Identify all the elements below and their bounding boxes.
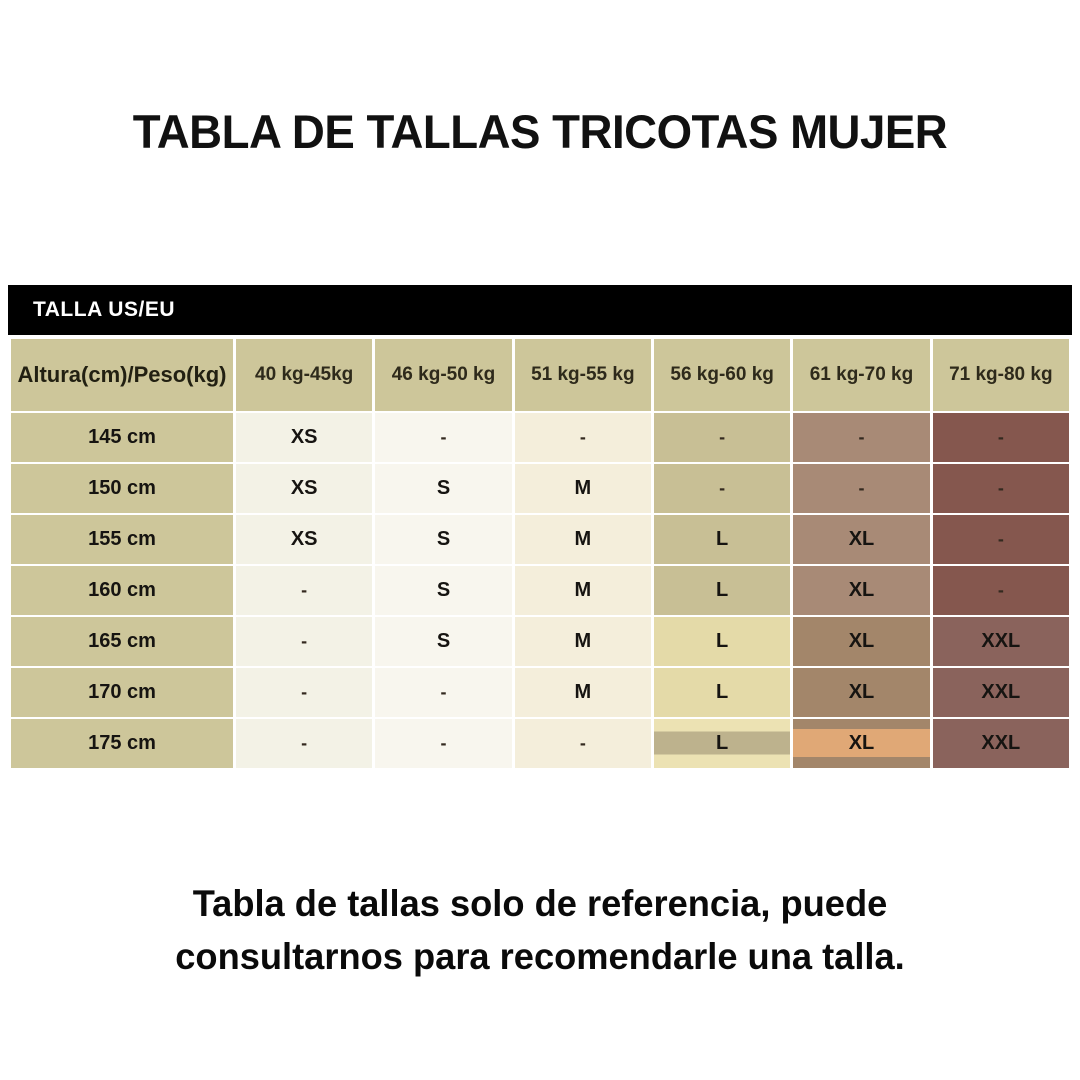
size-cell: - (654, 464, 790, 513)
row-height-label: 170 cm (11, 668, 233, 717)
size-cell: - (236, 617, 372, 666)
row-height-label: 160 cm (11, 566, 233, 615)
size-cell: - (793, 413, 929, 462)
table-title-label: TALLA US/EU (33, 298, 175, 321)
footer-note-line2: consultarnos para recomendarle una talla. (175, 935, 905, 977)
corner-header: Altura(cm)/Peso(kg) (11, 339, 233, 411)
size-cell: XS (236, 413, 372, 462)
size-cell: L (654, 617, 790, 666)
size-cell: XL (793, 617, 929, 666)
table-header-row (11, 339, 1069, 411)
size-cell: - (515, 413, 651, 462)
size-cell: - (375, 413, 511, 462)
size-cell: S (375, 617, 511, 666)
table-row (11, 566, 1069, 615)
size-cell: - (236, 566, 372, 615)
size-cell: - (375, 668, 511, 717)
table-row (11, 668, 1069, 717)
size-cell: L (654, 668, 790, 717)
size-cell: - (654, 413, 790, 462)
size-cell: - (236, 719, 372, 768)
footer-note-line1: Tabla de tallas solo de referencia, puede (192, 883, 888, 924)
size-cell: - (375, 719, 511, 768)
weight-header-2: 51 kg-55 kg (515, 339, 651, 411)
size-cell: S (375, 566, 511, 615)
table-row (11, 413, 1069, 462)
size-cell: L (654, 719, 790, 768)
size-cell: M (515, 464, 651, 513)
table-row (11, 617, 1069, 666)
size-cell: - (933, 566, 1069, 615)
size-cell: - (933, 515, 1069, 564)
table-row (11, 515, 1069, 564)
footer-note (11, 878, 1069, 983)
size-cell: M (515, 668, 651, 717)
size-cell: S (375, 515, 511, 564)
size-cell: L (654, 566, 790, 615)
size-cell: M (515, 566, 651, 615)
size-cell: XXL (933, 719, 1069, 768)
size-cell: XXL (933, 668, 1069, 717)
size-cell: XL (793, 515, 929, 564)
size-cell: XL (793, 668, 929, 717)
size-cell: XL (793, 566, 929, 615)
size-table (8, 337, 1072, 770)
size-cell: XXL (933, 617, 1069, 666)
size-cell: M (515, 515, 651, 564)
weight-header-5: 71 kg-80 kg (933, 339, 1069, 411)
weight-header-1: 46 kg-50 kg (375, 339, 511, 411)
size-cell: - (236, 668, 372, 717)
size-cell: - (933, 464, 1069, 513)
table-row (11, 464, 1069, 513)
table-row (11, 719, 1069, 768)
row-height-label: 175 cm (11, 719, 233, 768)
size-cell: XS (236, 515, 372, 564)
size-cell: S (375, 464, 511, 513)
row-height-label: 165 cm (11, 617, 233, 666)
row-height-label: 145 cm (11, 413, 233, 462)
size-cell: XL (793, 719, 929, 768)
size-cell: - (515, 719, 651, 768)
size-cell: XS (236, 464, 372, 513)
weight-header-3: 56 kg-60 kg (654, 339, 790, 411)
size-cell: - (793, 464, 929, 513)
row-height-label: 155 cm (11, 515, 233, 564)
table-title-bar (8, 285, 1072, 335)
weight-header-0: 40 kg-45kg (236, 339, 372, 411)
size-cell: - (933, 413, 1069, 462)
page-title: TABLA DE TALLAS TRICOTAS MUJER (132, 105, 948, 158)
size-cell: M (515, 617, 651, 666)
row-height-label: 150 cm (11, 464, 233, 513)
size-cell: L (654, 515, 790, 564)
weight-header-4: 61 kg-70 kg (793, 339, 929, 411)
